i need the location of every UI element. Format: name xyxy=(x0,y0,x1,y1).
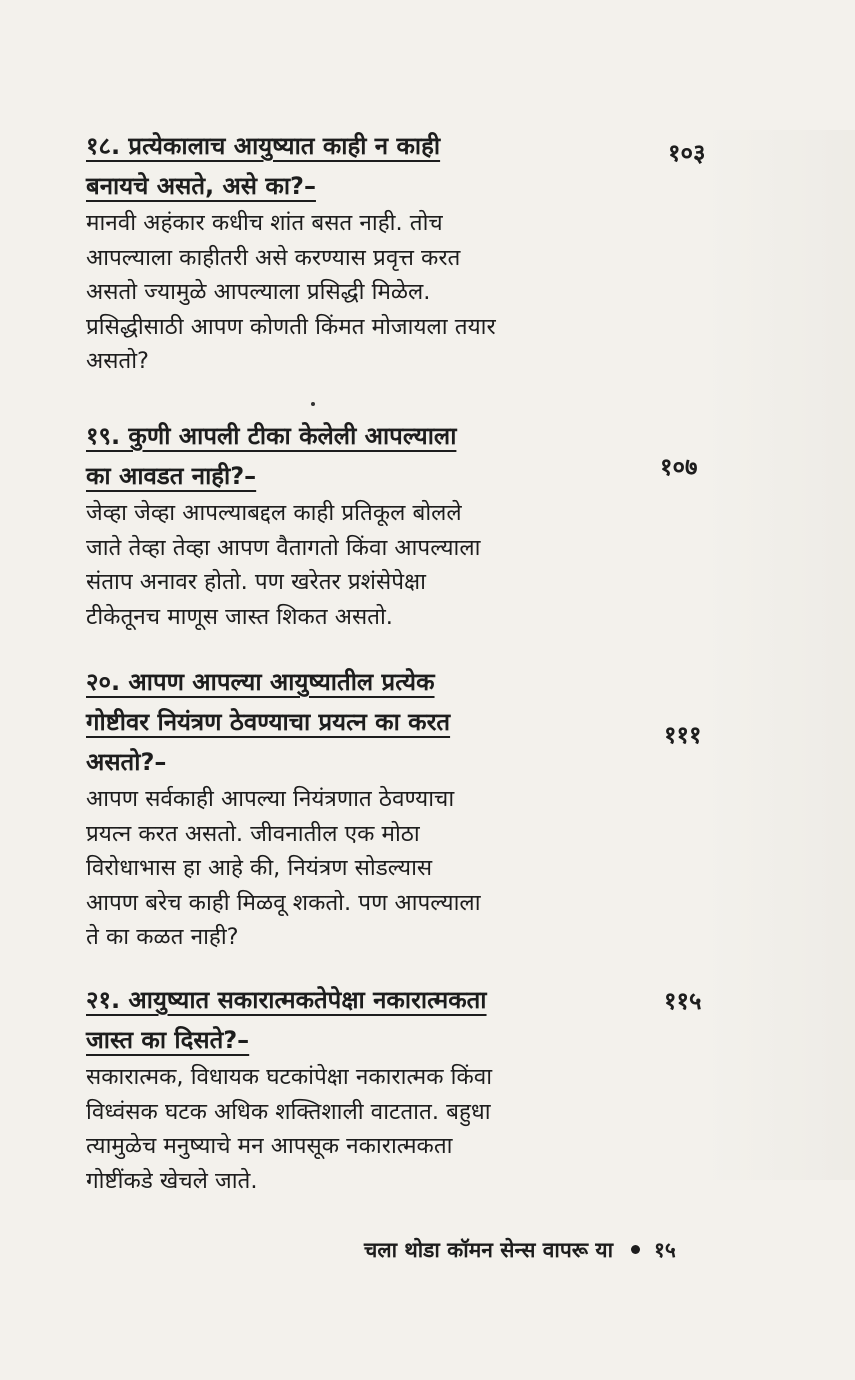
question-line: जास्त का दिसते?– xyxy=(86,1026,250,1054)
answer-line: असतो ज्यामुळे आपल्याला प्रसिद्धी मिळेल. xyxy=(86,279,431,305)
page-number-ref: ११५ xyxy=(664,987,702,1015)
answer-line: त्यामुळेच मनुष्याचे मन आपसूक नकारात्मकता xyxy=(86,1133,453,1159)
answer-line: विरोधाभास हा आहे की, नियंत्रण सोडल्यास xyxy=(86,855,433,881)
answer-line: गोष्टींकडे खेचले जाते. xyxy=(86,1167,258,1194)
answer-line: संताप अनावर होतो. पण खरेतर प्रशंसेपेक्षा xyxy=(86,569,426,595)
question-line: १८. प्रत्येकालाच आयुष्यात काही न काही xyxy=(86,132,441,160)
page-number-ref: १०३ xyxy=(668,139,706,167)
answer-line: मानवी अहंकार कधीच शांत बसत नाही. तोच xyxy=(86,210,443,236)
answer-line: आपण बरेच काही मिळवू शकतो. पण आपल्याला xyxy=(86,889,481,916)
answer-line: प्रसिद्धीसाठी आपण कोणती किंमत मोजायला तयार xyxy=(86,313,496,340)
running-footer xyxy=(364,1236,676,1264)
question-line: गोष्टीवर नियंत्रण ठेवण्याचा प्रयत्न का करत xyxy=(86,708,451,736)
question-line: बनायचे असते, असे का?– xyxy=(86,172,316,200)
page-number: १५ xyxy=(654,1238,676,1262)
answer-line: टीकेतूनच माणूस जास्त शिकत असतो. xyxy=(86,603,393,630)
bullet-icon xyxy=(631,1245,640,1254)
toc-entry-20 xyxy=(86,662,746,955)
entry-answer xyxy=(86,1060,746,1198)
entry-question xyxy=(86,416,546,496)
stray-dot xyxy=(311,402,315,406)
question-line: २०. आपण आपल्या आयुष्यातील प्रत्येक xyxy=(86,668,435,696)
entry-question xyxy=(86,126,546,206)
answer-line: जेव्हा जेव्हा आपल्याबद्दल काही प्रतिकूल बोलले xyxy=(86,500,462,526)
answer-line: आपल्याला काहीतरी असे करण्यास प्रवृत्त करत xyxy=(86,244,461,271)
toc-entry-19 xyxy=(86,416,746,634)
question-line: १९. कुणी आपली टीका केलेली आपल्याला xyxy=(86,422,457,450)
answer-line: असतो? xyxy=(86,348,149,374)
answer-line: ते का कळत नाही? xyxy=(86,924,239,950)
answer-line: आपण सर्वकाही आपल्या नियंत्रणात ठेवण्याचा xyxy=(86,786,455,812)
entry-question xyxy=(86,980,546,1060)
question-line: का आवडत नाही?– xyxy=(86,462,257,490)
answer-line: सकारात्मक, विधायक घटकांपेक्षा नकारात्मक किंवा xyxy=(86,1064,493,1090)
entry-answer xyxy=(86,496,746,634)
book-title: चला थोडा कॉमन सेन्स वापरू या xyxy=(364,1238,614,1262)
answer-line: विध्वंसक घटक अधिक शक्तिशाली वाटतात. बहुधा xyxy=(86,1098,491,1125)
question-line: असतो?– xyxy=(86,748,167,776)
toc-entry-21 xyxy=(86,980,746,1198)
answer-line: जाते तेव्हा तेव्हा आपण वैतागतो किंवा आपल्याला xyxy=(86,534,481,561)
toc-entry-18 xyxy=(86,126,746,379)
page-number-ref: १०७ xyxy=(660,453,698,481)
entry-answer xyxy=(86,206,746,379)
entry-question xyxy=(86,662,546,782)
entry-answer xyxy=(86,782,746,955)
answer-line: प्रयत्न करत असतो. जीवनातील एक मोठा xyxy=(86,820,420,847)
page-number-ref: १११ xyxy=(664,721,702,749)
question-line: २१. आयुष्यात सकारात्मकतेपेक्षा नकारात्मकता xyxy=(86,986,487,1014)
